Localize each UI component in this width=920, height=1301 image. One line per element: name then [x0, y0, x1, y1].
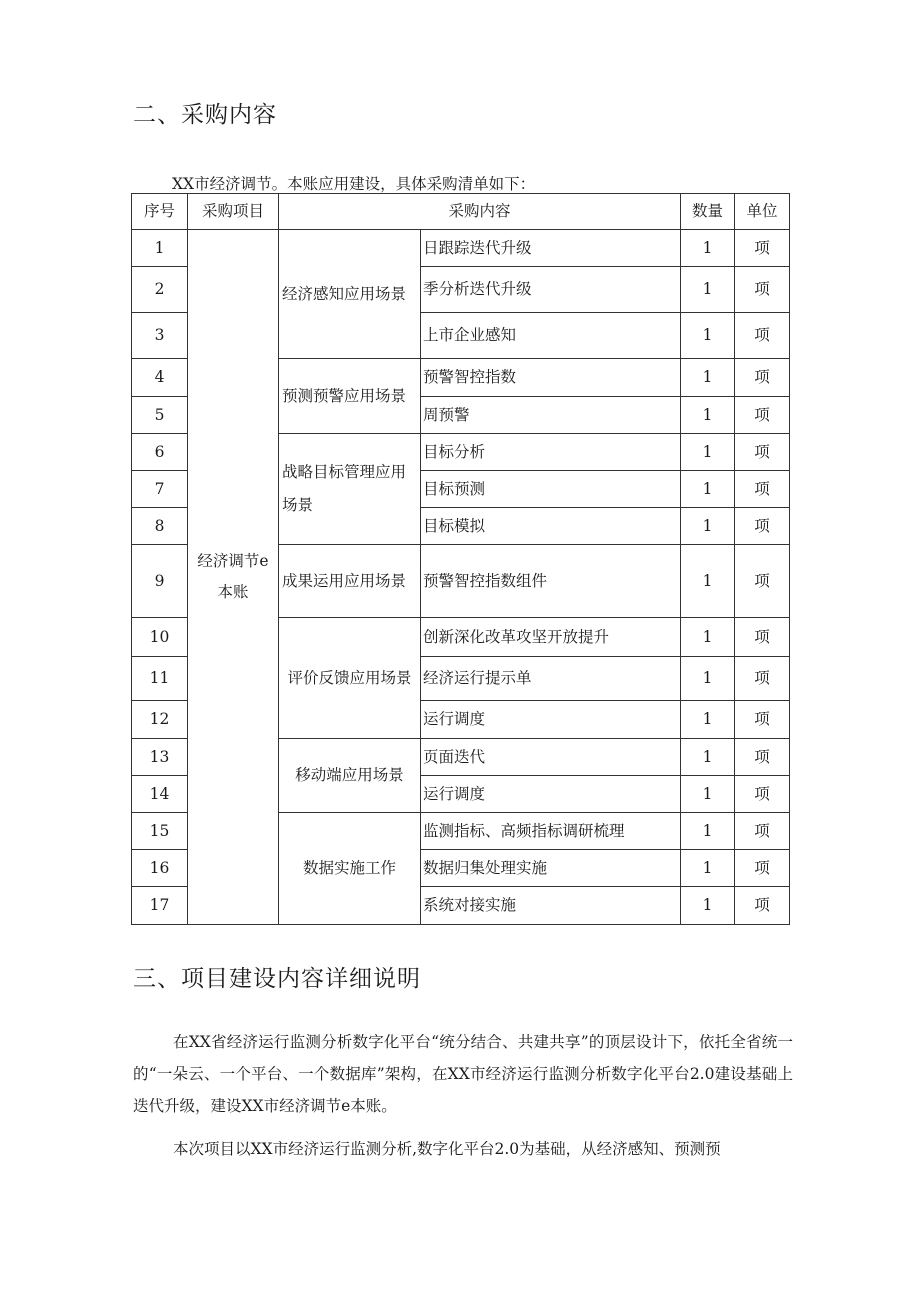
row-no: 6	[132, 434, 188, 471]
row-unit: 项	[735, 701, 790, 739]
row-unit: 项	[735, 313, 790, 359]
intro-text: XX市经济调节。本账应用建设，具体采购清单如下：	[172, 175, 536, 193]
header-project: 采购项目	[188, 194, 279, 230]
row-unit: 项	[735, 657, 790, 701]
row-content: 上市企业感知	[421, 313, 681, 359]
scene-cell: 预测预警应用场景	[279, 359, 421, 434]
row-no: 16	[132, 850, 188, 887]
row-unit: 项	[735, 545, 790, 618]
scene-cell: 数据实施工作	[279, 813, 421, 925]
header-no: 序号	[132, 194, 188, 230]
row-no: 17	[132, 887, 188, 925]
scene-cell: 经济感知应用场景	[279, 230, 421, 359]
row-unit: 项	[735, 267, 790, 313]
header-unit: 单位	[735, 194, 790, 230]
row-content: 季分析迭代升级	[421, 267, 681, 313]
row-unit: 项	[735, 230, 790, 267]
row-qty: 1	[681, 887, 735, 925]
row-no: 1	[132, 230, 188, 267]
row-no: 8	[132, 508, 188, 545]
row-content: 系统对接实施	[421, 887, 681, 925]
row-unit: 项	[735, 397, 790, 434]
row-unit: 项	[735, 813, 790, 850]
row-no: 15	[132, 813, 188, 850]
row-unit: 项	[735, 776, 790, 813]
row-content: 目标预测	[421, 471, 681, 508]
row-content: 运行调度	[421, 701, 681, 739]
row-content: 监测指标、高频指标调研梳理	[421, 813, 681, 850]
row-qty: 1	[681, 618, 735, 657]
row-content: 运行调度	[421, 776, 681, 813]
row-content: 目标分析	[421, 434, 681, 471]
row-qty: 1	[681, 657, 735, 701]
row-no: 10	[132, 618, 188, 657]
row-no: 14	[132, 776, 188, 813]
row-no: 3	[132, 313, 188, 359]
paragraph: 在XX省经济运行监测分析数字化平台“统分结合、共建共享”的顶层设计下，依托全省统一的“一朵云、一个平台、一个数据库”架构，在XX市经济运行监测分析数字化平台2.0建设基础上迭代升级，建设XX市经济调节e本账。	[133, 1033, 793, 1115]
row-unit: 项	[735, 887, 790, 925]
row-qty: 1	[681, 313, 735, 359]
row-unit: 项	[735, 434, 790, 471]
row-unit: 项	[735, 359, 790, 397]
project-name-cell: 经济调节e本账	[188, 230, 279, 925]
row-qty: 1	[681, 267, 735, 313]
row-unit: 项	[735, 618, 790, 657]
row-content: 数据归集处理实施	[421, 850, 681, 887]
row-no: 4	[132, 359, 188, 397]
row-qty: 1	[681, 508, 735, 545]
scene-cell: 移动端应用场景	[279, 739, 421, 813]
row-unit: 项	[735, 508, 790, 545]
row-content: 周预警	[421, 397, 681, 434]
table-header-row	[132, 194, 790, 230]
row-content: 预警智控指数组件	[421, 545, 681, 618]
row-qty: 1	[681, 739, 735, 776]
row-unit: 项	[735, 471, 790, 508]
row-content: 经济运行提示单	[421, 657, 681, 701]
row-content: 页面迭代	[421, 739, 681, 776]
row-content: 日跟踪迭代升级	[421, 230, 681, 267]
row-qty: 1	[681, 545, 735, 618]
scene-cell: 战略目标管理应用场景	[279, 434, 421, 545]
row-content: 目标模拟	[421, 508, 681, 545]
header-content: 采购内容	[279, 194, 681, 230]
row-qty: 1	[681, 471, 735, 508]
row-qty: 1	[681, 850, 735, 887]
scene-cell: 成果运用应用场景	[279, 545, 421, 618]
section-2-heading: 二、采购内容	[133, 102, 277, 128]
row-qty: 1	[681, 701, 735, 739]
header-qty: 数量	[681, 194, 735, 230]
row-no: 13	[132, 739, 188, 776]
row-unit: 项	[735, 850, 790, 887]
row-no: 2	[132, 267, 188, 313]
row-no: 7	[132, 471, 188, 508]
row-no: 5	[132, 397, 188, 434]
row-no: 11	[132, 657, 188, 701]
row-qty: 1	[681, 813, 735, 850]
row-qty: 1	[681, 434, 735, 471]
row-qty: 1	[681, 397, 735, 434]
row-content: 创新深化改革攻坚开放提升	[421, 618, 681, 657]
row-qty: 1	[681, 230, 735, 267]
row-no: 9	[132, 545, 188, 618]
row-no: 12	[132, 701, 188, 739]
table-row	[132, 230, 790, 267]
row-content: 预警智控指数	[421, 359, 681, 397]
section-3-heading: 三、项目建设内容详细说明	[133, 966, 421, 992]
row-qty: 1	[681, 776, 735, 813]
row-qty: 1	[681, 359, 735, 397]
procurement-table	[131, 193, 790, 925]
paragraph: 本次项目以XX市经济运行监测分析,数字化平台2.0为基础，从经济感知、预测预	[173, 1140, 721, 1158]
row-unit: 项	[735, 739, 790, 776]
scene-cell: 评价反馈应用场景	[279, 618, 421, 739]
